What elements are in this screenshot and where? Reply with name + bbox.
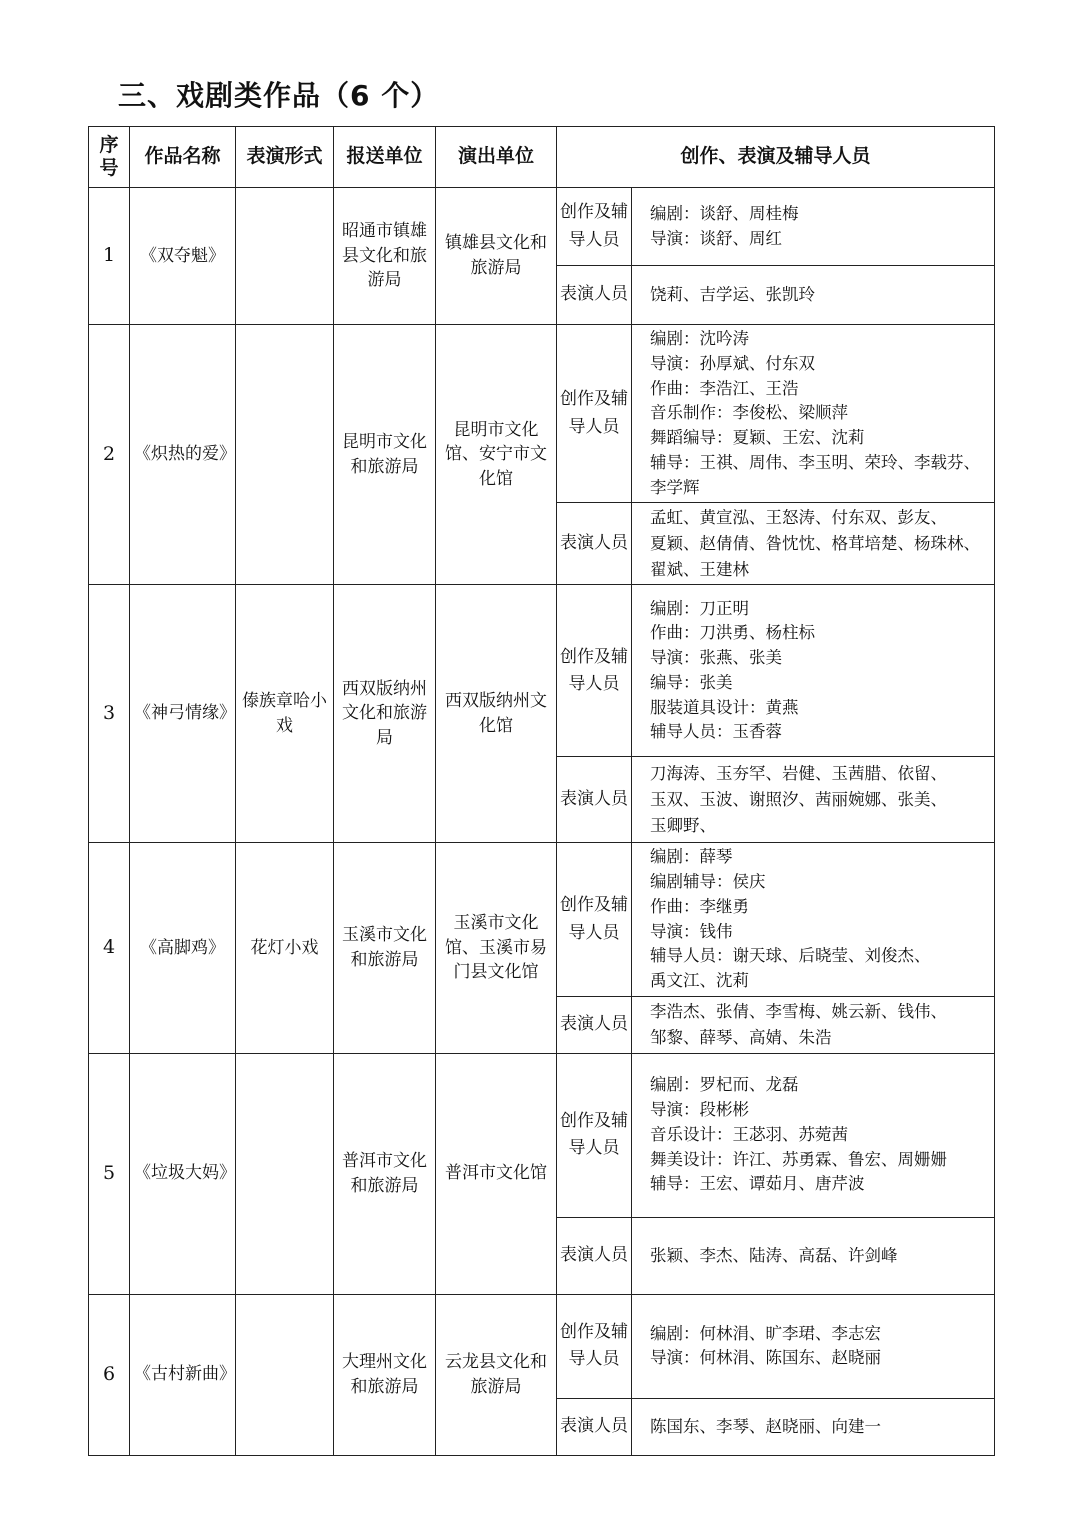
performance-form: 傣族章哈小戏 [236, 585, 334, 843]
performing-unit: 昆明市文化馆、安宁市文化馆 [436, 325, 557, 585]
performer-line: 翟斌、王建林 [650, 559, 749, 579]
creative-staff-line: 作曲：李继勇 [650, 896, 749, 916]
performer-list [632, 996, 995, 1053]
work-title: 《炽热的爱》 [130, 325, 236, 585]
performer-role-label: 表演人员 [557, 996, 632, 1053]
creative-staff-line: 作曲：李浩江、王浩 [650, 378, 799, 398]
performance-form [236, 325, 334, 585]
col-header-performer-unit: 演出单位 [436, 127, 557, 188]
performer-line: 夏颖、赵倩倩、昝忱忱、格茸培楚、杨珠林、 [650, 533, 980, 553]
work-title: 《高脚鸡》 [130, 843, 236, 1054]
col-header-no: 序号 [89, 127, 130, 188]
creative-staff-list [632, 188, 995, 266]
submitting-unit: 昭通市镇雄县文化和旅游局 [334, 188, 436, 325]
creative-staff-list [632, 1294, 995, 1398]
creative-staff-line: 禹文江、沈莉 [650, 971, 749, 990]
creative-staff-line: 音乐制作：李俊松、梁顺萍 [650, 403, 848, 423]
creative-staff-line: 编剧：何林涓、旷李珺、李志宏 [650, 1323, 881, 1343]
performer-role-label: 表演人员 [557, 1398, 632, 1455]
row-number: 4 [89, 843, 130, 1054]
table-row [89, 325, 995, 503]
submitting-unit: 西双版纳州文化和旅游局 [334, 585, 436, 843]
creative-staff-line: 导演：谈舒、周红 [650, 228, 782, 248]
row-number: 6 [89, 1294, 130, 1455]
table-row [89, 585, 995, 757]
creative-role-label: 创作及辅导人员 [557, 585, 632, 757]
work-title: 《古村新曲》 [130, 1294, 236, 1455]
performer-line: 饶莉、吉学运、张凯玲 [650, 285, 815, 305]
creative-staff-line: 辅导人员：谢天球、后晓莹、刘俊杰、 [650, 946, 931, 966]
row-number: 1 [89, 188, 130, 325]
table-row [89, 1053, 995, 1217]
performer-role-label: 表演人员 [557, 757, 632, 843]
performer-list [632, 503, 995, 585]
performer-role-label: 表演人员 [557, 503, 632, 585]
row-number: 5 [89, 1053, 130, 1294]
creative-staff-line: 辅导：王祺、周伟、李玉明、荣玲、李载芬、 [650, 452, 980, 472]
performer-role-label: 表演人员 [557, 266, 632, 325]
drama-works-table [88, 126, 995, 1456]
performing-unit: 镇雄县文化和旅游局 [436, 188, 557, 325]
submitting-unit: 普洱市文化和旅游局 [334, 1053, 436, 1294]
submitting-unit: 昆明市文化和旅游局 [334, 325, 436, 585]
table-row [89, 1294, 995, 1398]
creative-staff-line: 导演：张燕、张美 [650, 648, 782, 667]
col-header-staff: 创作、表演及辅导人员 [557, 127, 995, 188]
creative-role-label: 创作及辅导人员 [557, 1053, 632, 1217]
table-row [89, 188, 995, 266]
creative-staff-list [632, 843, 995, 997]
performing-unit: 云龙县文化和旅游局 [436, 1294, 557, 1455]
performer-line: 张颖、李杰、陆涛、高磊、许剑峰 [650, 1245, 898, 1265]
performance-form [236, 1294, 334, 1455]
creative-staff-line: 导演：段彬彬 [650, 1100, 749, 1120]
work-title: 《双夺魁》 [130, 188, 236, 325]
creative-staff-line: 导演：何林涓、陈国东、赵晓丽 [650, 1348, 881, 1368]
section-title: 三、戏剧类作品（6 个） [118, 79, 440, 112]
creative-staff-line: 编剧：沈吟涛 [650, 329, 749, 348]
creative-staff-line: 导演：钱伟 [650, 921, 733, 941]
performer-line: 李浩杰、张倩、李雪梅、姚云新、钱伟、 [650, 1002, 947, 1022]
creative-staff-list [632, 585, 995, 757]
creative-role-label: 创作及辅导人员 [557, 188, 632, 266]
creative-staff-line: 辅导：王宏、谭茹月、唐芹波 [650, 1174, 865, 1194]
performer-line: 邹黎、薛琴、高婧、朱浩 [650, 1027, 832, 1047]
performance-form [236, 1053, 334, 1294]
creative-staff-line: 服装道具设计：黄燕 [650, 697, 799, 717]
creative-role-label: 创作及辅导人员 [557, 325, 632, 503]
performer-list [632, 757, 995, 843]
creative-staff-line: 舞蹈编导：夏颖、王宏、沈莉 [650, 428, 865, 447]
col-header-work: 作品名称 [130, 127, 236, 188]
performer-line: 玉卿野、 [650, 815, 716, 835]
performer-line: 刀海涛、玉夯罕、岩健、玉茜腊、依留、 [650, 764, 947, 784]
col-header-submitter: 报送单位 [334, 127, 436, 188]
header-row [89, 127, 995, 188]
performance-form: 花灯小戏 [236, 843, 334, 1054]
creative-staff-line: 编剧：谈舒、周桂梅 [650, 203, 799, 223]
col-header-form: 表演形式 [236, 127, 334, 188]
creative-staff-line: 编剧辅导：侯庆 [650, 872, 766, 891]
performer-line: 孟虹、黄宣泓、王怒涛、付东双、彭友、 [650, 508, 947, 528]
performing-unit: 西双版纳州文化馆 [436, 585, 557, 843]
creative-role-label: 创作及辅导人员 [557, 843, 632, 997]
work-title: 《神弓情缘》 [130, 585, 236, 843]
performer-list [632, 266, 995, 325]
creative-staff-line: 导演：孙厚斌、付东双 [650, 353, 815, 373]
performer-line: 陈国东、李琴、赵晓丽、向建一 [650, 1416, 881, 1436]
performing-unit: 普洱市文化馆 [436, 1053, 557, 1294]
creative-staff-line: 音乐设计：王苾羽、苏菀茜 [650, 1124, 848, 1144]
creative-staff-line: 编剧：刀正明 [650, 598, 749, 618]
creative-staff-list [632, 1053, 995, 1217]
creative-staff-line: 编剧：罗杞而、龙磊 [650, 1075, 799, 1095]
submitting-unit: 玉溪市文化和旅游局 [334, 843, 436, 1054]
row-number: 2 [89, 325, 130, 585]
creative-staff-line: 编导：张美 [650, 672, 733, 692]
performing-unit: 玉溪市文化馆、玉溪市易门县文化馆 [436, 843, 557, 1054]
performer-role-label: 表演人员 [557, 1217, 632, 1294]
work-title: 《垃圾大妈》 [130, 1053, 236, 1294]
performance-form [236, 188, 334, 325]
creative-staff-line: 辅导人员：玉香蓉 [650, 722, 782, 742]
performer-list [632, 1398, 995, 1455]
creative-staff-list [632, 325, 995, 503]
creative-staff-line: 李学辉 [650, 477, 700, 497]
creative-staff-line: 作曲：刀洪勇、杨柱标 [650, 623, 815, 643]
performer-list [632, 1217, 995, 1294]
row-number: 3 [89, 585, 130, 843]
creative-staff-line: 编剧：薛琴 [650, 847, 733, 867]
performer-line: 玉双、玉波、谢照汐、茜丽婉娜、张美、 [650, 789, 947, 809]
creative-staff-line: 舞美设计：许江、苏勇霖、鲁宏、周姗姗 [650, 1149, 947, 1169]
table-row [89, 843, 995, 997]
creative-role-label: 创作及辅导人员 [557, 1294, 632, 1398]
submitting-unit: 大理州文化和旅游局 [334, 1294, 436, 1455]
